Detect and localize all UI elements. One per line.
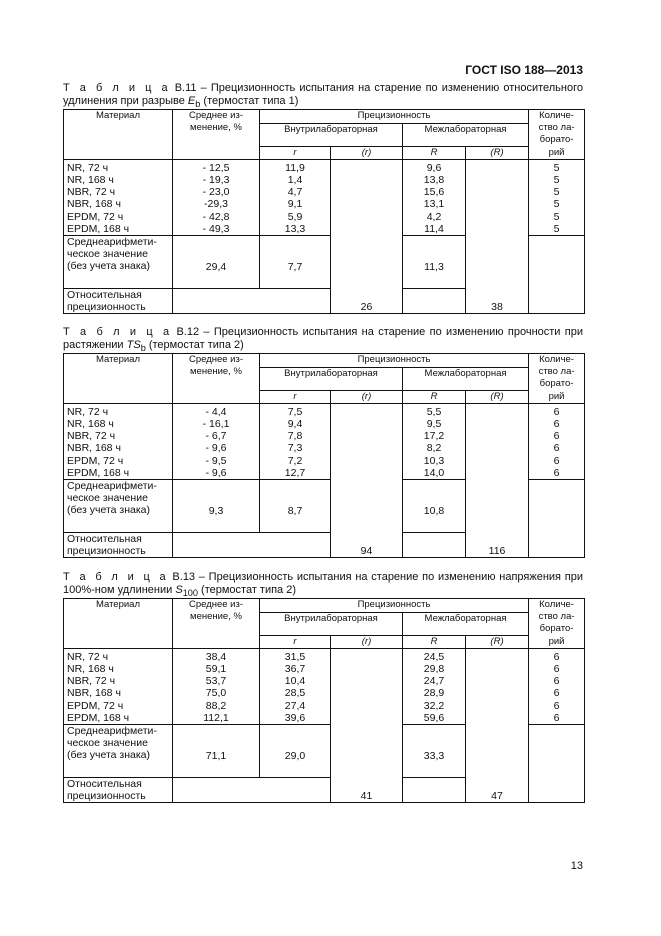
table-value: -29,3 [204, 198, 228, 211]
caption-tail: (термостат типа 1) [203, 95, 299, 107]
table-value: 5 [553, 186, 560, 199]
table-value: 9,6 [426, 161, 442, 174]
col-count-header [529, 599, 585, 649]
table-value: 4,2 [426, 210, 442, 223]
table-value: NR, 168 ч [67, 663, 114, 676]
table-value: - 9,6 [205, 466, 227, 479]
text-line: рий [548, 390, 565, 402]
text-line: Среднее из- [188, 110, 244, 121]
table-value: 17,2 [423, 430, 445, 443]
relative-precision-label [64, 778, 173, 803]
table-value: - 42,8 [202, 210, 230, 223]
text-line: борато- [539, 623, 574, 635]
table-value: 6 [553, 663, 560, 676]
text-line: Материал [95, 599, 141, 610]
table-value: 6 [553, 454, 560, 467]
text-line: Относительная [67, 289, 142, 302]
text-line: ство ла- [538, 122, 575, 134]
col-material-header [64, 599, 173, 649]
table-value: 5 [553, 174, 560, 187]
r-paren-cell: 26 [331, 159, 403, 314]
table-value: NBR, 168 ч [67, 442, 121, 455]
table-value: - 16,1 [202, 418, 230, 431]
r-values-cell [260, 159, 331, 235]
table-b11 [63, 109, 585, 314]
table-value: 1,4 [287, 174, 303, 187]
table-value: 112,1 [203, 711, 229, 724]
table-value: EPDM, 168 ч [67, 711, 130, 724]
caption-tail: (термостат типа 2) [201, 584, 297, 596]
R-values-cell [403, 403, 466, 479]
relative-empty [403, 533, 466, 558]
text-line: менение, % [190, 366, 242, 378]
symbol-header: (R) [466, 390, 529, 403]
table-value: 5 [553, 210, 560, 223]
table-value: 11,4 [424, 222, 444, 235]
caption-subscript: 100 [182, 588, 198, 599]
table-value: EPDM, 72 ч [67, 210, 124, 223]
average-R: 33,3 [403, 725, 466, 778]
table-value: 39,6 [284, 711, 306, 724]
col-precision-header: Прецизионность [260, 110, 529, 124]
caption-text: В.12 – Прецизионность испытания на старение по изменению прочности при растяжении [63, 326, 583, 351]
average-R: 10,8 [403, 480, 466, 533]
table-value: 29,8 [423, 663, 445, 676]
text-line: борато- [539, 134, 574, 146]
text-line: Среднеарифмети- [67, 725, 157, 738]
col-intra-header: Внутрилабораторная [260, 367, 403, 390]
table-value: NR, 168 ч [67, 174, 114, 187]
count-empty [529, 480, 585, 558]
table-value: 13,1 [423, 198, 445, 211]
average-r: 7,7 [260, 236, 331, 289]
caption-tail: (термостат типа 2) [148, 339, 244, 351]
table-value: 27,4 [284, 699, 306, 712]
caption-symbol: TS [126, 339, 141, 351]
table-value: 6 [553, 418, 560, 431]
text-line: ческое значение [67, 248, 148, 261]
table-value: 88,2 [205, 699, 227, 712]
text-line: прецизионность [67, 545, 146, 558]
table-value: 10,3 [423, 454, 445, 467]
table-value: - 4,4 [205, 405, 227, 418]
counts-cell [529, 159, 585, 235]
symbol-header: R [403, 146, 466, 159]
table-value: NR, 72 ч [67, 650, 109, 663]
header-row [64, 599, 585, 613]
table-value: 6 [553, 650, 560, 663]
relative-empty [403, 778, 466, 803]
relative-empty [403, 289, 466, 314]
col-material-header [64, 110, 173, 160]
caption-label: Т а б л и ц а [63, 571, 169, 583]
table-value: 14,0 [423, 466, 445, 479]
table-value: NBR, 168 ч [67, 198, 121, 211]
table-value: 59,1 [205, 663, 227, 676]
text-line: (без учета знака) [67, 749, 151, 762]
table-value: EPDM, 168 ч [67, 222, 130, 235]
text-line: Относительная [67, 778, 142, 791]
col-intra-header: Внутрилабораторная [260, 123, 403, 146]
caption-subscript: b [140, 343, 146, 354]
materials-cell [64, 159, 173, 235]
text-line: Количе- [539, 599, 574, 610]
col-inter-header: Межлабораторная [403, 367, 529, 390]
table-value: 59,6 [423, 711, 445, 724]
text-line: Среднее из- [188, 599, 244, 610]
R-values-cell [403, 159, 466, 235]
table-value: 6 [553, 466, 560, 479]
table-value: EPDM, 72 ч [67, 454, 124, 467]
table-b12-caption [63, 326, 583, 355]
table-value: 53,7 [205, 675, 227, 688]
R-paren-cell: 47 [466, 648, 529, 803]
table-value: 6 [553, 687, 560, 700]
r-values-cell [260, 403, 331, 479]
table-value: 10,4 [284, 675, 306, 688]
col-mean-header [173, 110, 260, 160]
relative-precision-label [64, 289, 173, 314]
col-mean-header [173, 599, 260, 649]
table-value: 6 [553, 442, 560, 455]
text-line: (без учета знака) [67, 260, 151, 273]
average-label [64, 725, 173, 778]
table-value: 5,9 [287, 210, 303, 223]
table-b13-caption [63, 571, 583, 600]
col-mean-header [173, 354, 260, 404]
text-line: борато- [539, 378, 574, 390]
text-line: прецизионность [67, 790, 146, 803]
table-value: 24,5 [423, 650, 445, 663]
table-value: - 9,5 [205, 454, 227, 467]
symbol-header: r [260, 146, 331, 159]
text-line: менение, % [190, 122, 242, 134]
table-value: 9,1 [287, 198, 303, 211]
text-line: ческое значение [67, 737, 148, 750]
col-precision-header: Прецизионность [260, 354, 529, 368]
table-value: EPDM, 168 ч [67, 466, 130, 479]
table-value: 7,3 [287, 442, 303, 455]
caption-label: Т а б л и ц а [63, 82, 171, 94]
text-line: ство ла- [538, 611, 575, 623]
table-value: 75,0 [205, 687, 227, 700]
table-value: NR, 168 ч [67, 418, 114, 431]
col-inter-header: Межлабораторная [403, 123, 529, 146]
means-cell [173, 403, 260, 479]
table-value: 5 [553, 198, 560, 211]
data-row [64, 159, 585, 235]
data-row [64, 403, 585, 479]
table-value: 11,9 [285, 161, 305, 174]
table-value: 15,6 [423, 186, 445, 199]
caption-symbol: E [187, 95, 196, 107]
table-value: NBR, 72 ч [67, 430, 116, 443]
header-row [64, 110, 585, 124]
caption-subscript: b [195, 99, 201, 110]
text-line: рий [548, 635, 565, 647]
table-value: 9,4 [287, 418, 303, 431]
table-b13 [63, 598, 585, 803]
table-value: 7,8 [287, 430, 303, 443]
table-value: 5,5 [426, 405, 442, 418]
average-label [64, 236, 173, 289]
table-value: - 12,5 [202, 161, 230, 174]
table-value: 6 [553, 675, 560, 688]
table-value: - 6,7 [205, 430, 227, 443]
table-value: 28,9 [423, 687, 445, 700]
table-value: NR, 72 ч [67, 405, 109, 418]
col-precision-header: Прецизионность [260, 599, 529, 613]
table-value: 6 [553, 699, 560, 712]
text-line: прецизионность [67, 301, 146, 314]
R-paren-cell: 38 [466, 159, 529, 314]
table-value: 6 [553, 405, 560, 418]
means-cell [173, 159, 260, 235]
symbol-header: R [403, 390, 466, 403]
table-value: 12,7 [284, 466, 306, 479]
table-value: NBR, 72 ч [67, 675, 116, 688]
symbol-header: R [403, 635, 466, 648]
symbol-header: (r) [331, 390, 403, 403]
col-inter-header: Межлабораторная [403, 612, 529, 635]
text-line: Материал [95, 354, 141, 365]
table-value: 7,2 [287, 454, 303, 467]
table-value: 28,5 [284, 687, 306, 700]
table-value: 6 [553, 430, 560, 443]
relative-empty [173, 289, 331, 314]
average-label [64, 480, 173, 533]
table-value: 31,5 [284, 650, 306, 663]
text-line: Среднеарифмети- [67, 236, 157, 249]
average-r: 29,0 [260, 725, 331, 778]
text-line: Среднее из- [188, 354, 244, 365]
caption-text: В.13 – Прецизионность испытания на старение по изменению напряжения при 100%-ном удлинении [63, 571, 583, 596]
table-b11-caption [63, 82, 583, 111]
document-code: ГОСТ ISO 188—2013 [465, 63, 583, 77]
caption-label: Т а б л и ц а [63, 326, 173, 338]
table-value: - 9,6 [205, 442, 227, 455]
table-value: EPDM, 72 ч [67, 699, 124, 712]
count-empty [529, 725, 585, 803]
average-mean: 9,3 [173, 480, 260, 533]
r-paren-cell: 41 [331, 648, 403, 803]
text-line: (без учета знака) [67, 504, 151, 517]
table-value: NR, 72 ч [67, 161, 109, 174]
table-value: 5 [553, 161, 560, 174]
table-value: - 23,0 [202, 186, 230, 199]
col-intra-header: Внутрилабораторная [260, 612, 403, 635]
table-value: 13,3 [284, 222, 306, 235]
table-value: 5 [553, 222, 560, 235]
text-line: Количе- [539, 354, 574, 365]
text-line: Среднеарифмети- [67, 480, 157, 493]
table-value: NBR, 168 ч [67, 687, 121, 700]
counts-cell [529, 648, 585, 724]
text-line: ческое значение [67, 492, 148, 505]
table-value: 13,8 [423, 174, 445, 187]
symbol-header: r [260, 390, 331, 403]
table-value: 38,4 [205, 650, 227, 663]
count-empty [529, 236, 585, 314]
r-paren-cell: 94 [331, 403, 403, 558]
text-line: Материал [95, 110, 141, 121]
data-row [64, 648, 585, 724]
text-line: Количе- [539, 110, 574, 121]
relative-precision-label [64, 533, 173, 558]
table-value: 36,7 [284, 663, 306, 676]
counts-cell [529, 403, 585, 479]
text-line: менение, % [190, 611, 242, 623]
table-value: NBR, 72 ч [67, 186, 116, 199]
R-paren-cell: 116 [466, 403, 529, 558]
R-values-cell [403, 648, 466, 724]
caption-text: В.11 – Прецизионность испытания на старение по изменению относительного удлинения при разрыве [63, 82, 583, 107]
table-value: 32,2 [423, 699, 445, 712]
average-r: 8,7 [260, 480, 331, 533]
table-value: 7,5 [287, 405, 303, 418]
page-number: 13 [570, 860, 583, 872]
text-line: рий [548, 146, 565, 158]
r-values-cell [260, 648, 331, 724]
col-material-header [64, 354, 173, 404]
symbol-header: (r) [331, 635, 403, 648]
materials-cell [64, 403, 173, 479]
col-count-header [529, 354, 585, 404]
symbol-header: (R) [466, 146, 529, 159]
table-value: 9,5 [426, 418, 442, 431]
header-row [64, 354, 585, 368]
text-line: Относительная [67, 533, 142, 546]
table-value: 4,7 [287, 186, 303, 199]
symbol-header: (r) [331, 146, 403, 159]
average-mean: 71,1 [173, 725, 260, 778]
table-value: - 49,3 [202, 222, 230, 235]
symbol-header: (R) [466, 635, 529, 648]
table-value: 24,7 [423, 675, 445, 688]
table-value: 8,2 [426, 442, 442, 455]
symbol-header: r [260, 635, 331, 648]
caption-symbol: S [175, 584, 183, 596]
means-cell [173, 648, 260, 724]
col-count-header [529, 110, 585, 160]
table-value: - 19,3 [202, 174, 230, 187]
average-mean: 29,4 [173, 236, 260, 289]
materials-cell [64, 648, 173, 724]
average-R: 11,3 [403, 236, 466, 289]
table-b12 [63, 353, 585, 558]
table-value: 6 [553, 711, 560, 724]
relative-empty [173, 778, 331, 803]
text-line: ство ла- [538, 366, 575, 378]
relative-empty [173, 533, 331, 558]
